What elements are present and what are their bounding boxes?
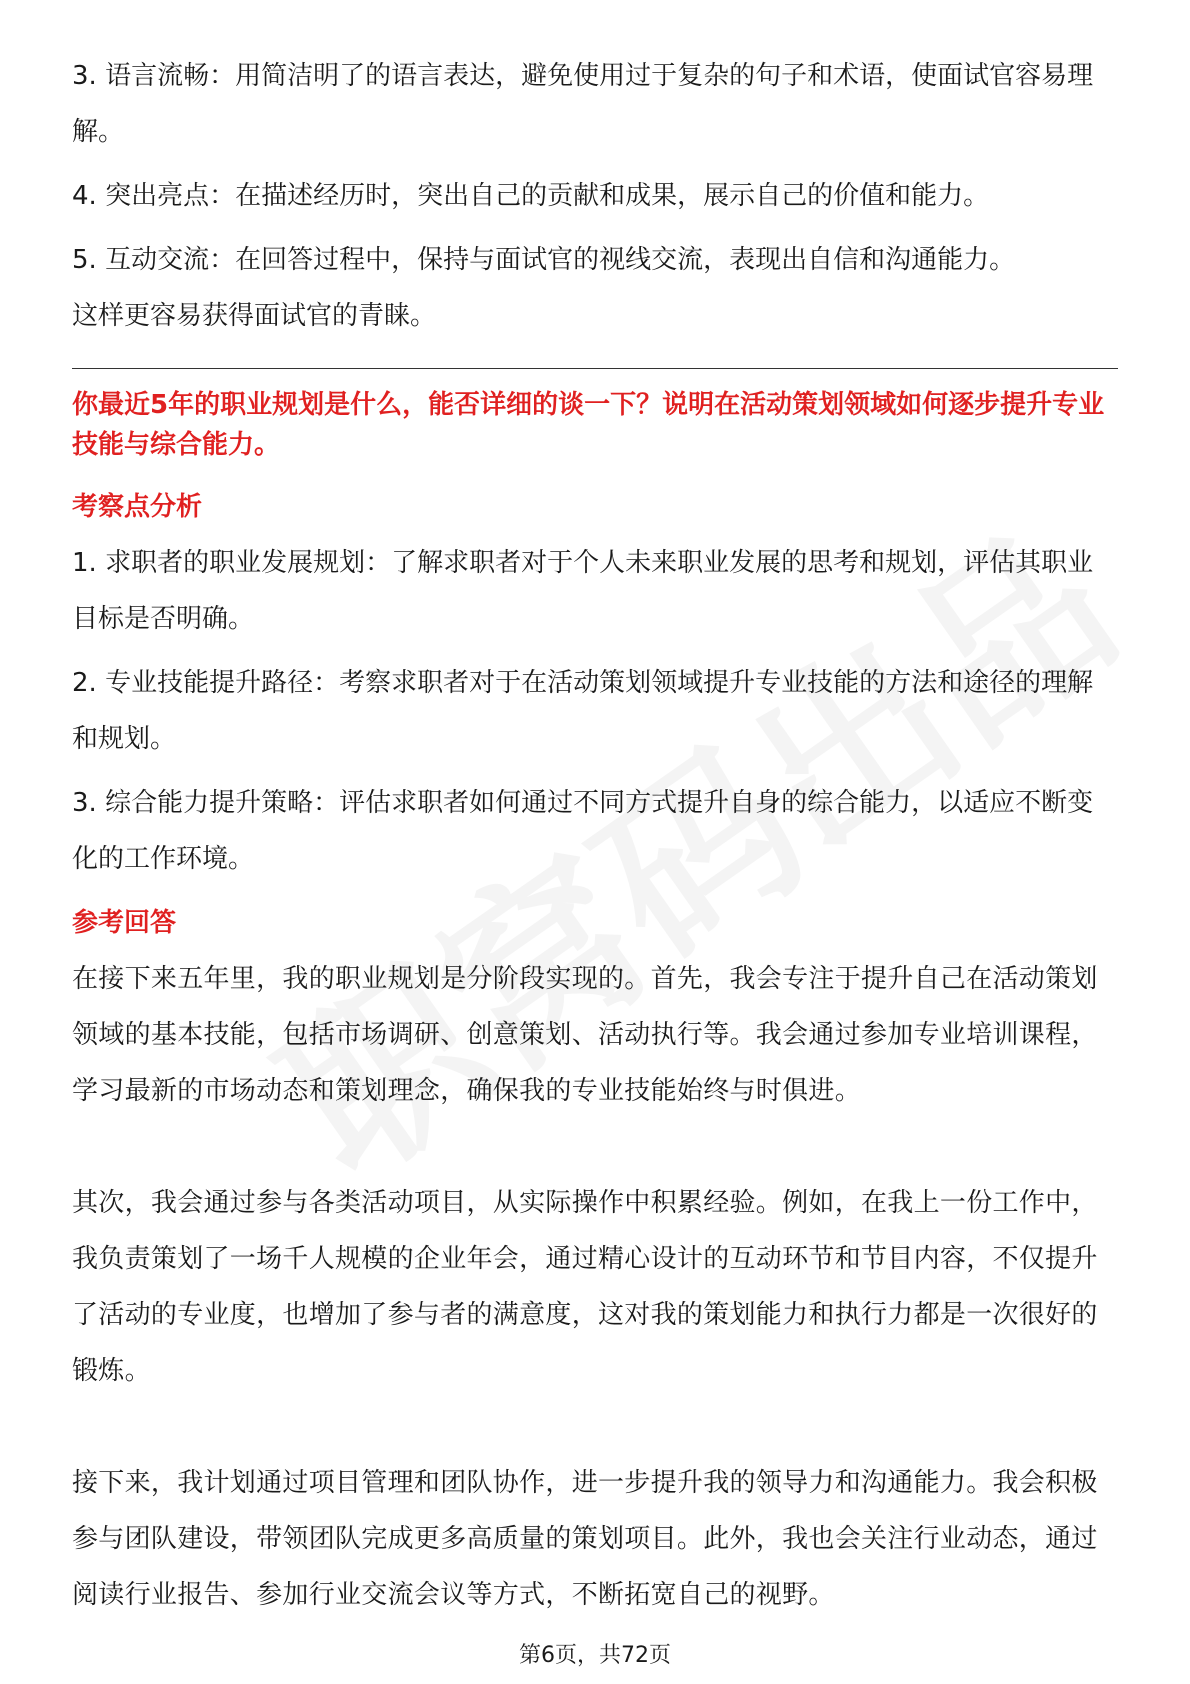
answer-paragraph: 接下来，我计划通过项目管理和团队协作，进一步提升我的领导力和沟通能力。我会积极参与团队建设，带领团队完成更多高质量的策划项目。此外，我也会关注行业动态，通过阅读行业报告、参加行业交流会议等方式，不断拓宽自己的视野。 [72,1468,1098,1610]
intro-item: 3. 语言流畅：用简洁明了的语言表达，避免使用过于复杂的句子和术语，使面试官容易理解。 [72,61,1094,147]
document-page [72,48,1118,1623]
answer-heading: 参考回答 [72,908,177,938]
analysis-item: 3. 综合能力提升策略：评估求职者如何通过不同方式提升自身的综合能力，以适应不断变化的工作环境。 [72,788,1094,874]
analysis-heading: 考察点分析 [72,492,203,522]
analysis-item: 1. 求职者的职业发展规划：了解求职者对于个人未来职业发展的思考和规划，评估其职业目标是否明确。 [72,548,1094,634]
answer-paragraph: 在接下来五年里，我的职业规划是分阶段实现的。首先，我会专注于提升自己在活动策划领域的基本技能，包括市场调研、创意策划、活动执行等。我会通过参加专业培训课程，学习最新的市场动态和策划理念，确保我的专业技能始终与时俱进。 [72,964,1098,1106]
intro-item: 5. 互动交流：在回答过程中，保持与面试官的视线交流，表现出自信和沟通能力。 [72,245,1016,275]
analysis-item: 2. 专业技能提升路径：考察求职者对于在活动策划领域提升专业技能的方法和途径的理解和规划。 [72,668,1094,754]
section-divider [72,368,1118,369]
intro-item: 4. 突出亮点：在描述经历时，突出自己的贡献和成果，展示自己的价值和能力。 [72,181,990,211]
answer-paragraph: 其次，我会通过参与各类活动项目，从实际操作中积累经验。例如，在我上一份工作中，我负责策划了一场千人规模的企业年会，通过精心设计的互动环节和节目内容，不仅提升了活动的专业度，也增加了参与者的满意度，这对我的策划能力和执行力都是一次很好的锻炼。 [72,1188,1098,1386]
page-number: 第6页，共72页 [519,1643,671,1668]
intro-conclusion: 这样更容易获得面试官的青睐。 [72,301,437,331]
question-heading: 你最近5年的职业规划是什么，能否详细的谈一下？说明在活动策划领域如何逐步提升专业技能与综合能力。 [72,390,1105,460]
